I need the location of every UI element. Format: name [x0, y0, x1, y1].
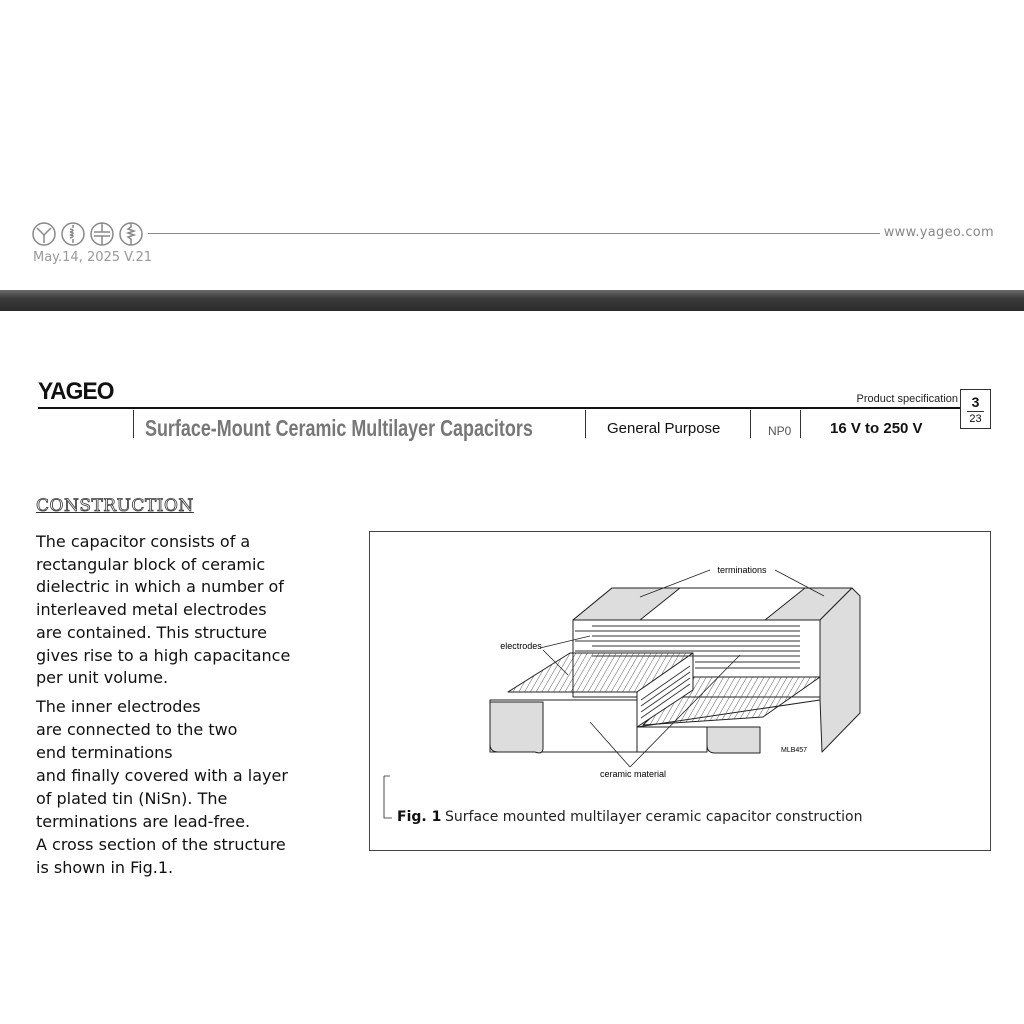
text-line: terminations are lead-free. — [36, 812, 251, 831]
figure-number: Fig. 1 — [397, 809, 442, 825]
figure-caption: Surface mounted multilayer ceramic capacitor construction — [445, 809, 863, 825]
text-line: interleaved metal electrodes — [36, 600, 267, 619]
text-line: are connected to the two — [36, 720, 238, 739]
section-heading: CONSTRUCTION — [36, 496, 194, 516]
text-line: per unit volume. — [36, 668, 169, 687]
product-spec-label: Product specification — [856, 393, 958, 405]
label-terminations: terminations — [717, 565, 767, 575]
page-number: 3 — [971, 394, 980, 410]
dielectric: NP0 — [768, 424, 792, 438]
text-line: end terminations — [36, 743, 173, 762]
category: General Purpose — [607, 420, 721, 437]
text-line: gives rise to a high capacitance — [36, 646, 291, 665]
label-ceramic-material: ceramic material — [599, 769, 667, 779]
website-link[interactable]: www.yageo.com — [883, 225, 994, 240]
document-title: Surface-Mount Ceramic Multilayer Capacitors — [145, 415, 533, 441]
date-version: May.14, 2025 V.21 — [33, 250, 153, 265]
text-line: is shown in Fig.1. — [36, 858, 174, 877]
page-total: 23 — [969, 413, 982, 425]
text-line: dielectric in which a number of — [36, 577, 284, 596]
figure-code: MLB457 — [781, 747, 808, 754]
text-line: of plated tin (NiSn). The — [36, 789, 228, 808]
text-line: are contained. This structure — [36, 623, 267, 642]
label-electrodes: electrodes — [500, 641, 542, 651]
yageo-logo: YAGEO — [38, 378, 114, 405]
text-line: and finally covered with a layer — [36, 766, 288, 785]
text-line: rectangular block of ceramic — [36, 555, 266, 574]
text-line: The capacitor consists of a — [36, 532, 251, 551]
text-line: The inner electrodes — [36, 697, 201, 716]
voltage-range: 16 V to 250 V — [830, 420, 923, 437]
text-line: A cross section of the structure — [36, 835, 286, 854]
